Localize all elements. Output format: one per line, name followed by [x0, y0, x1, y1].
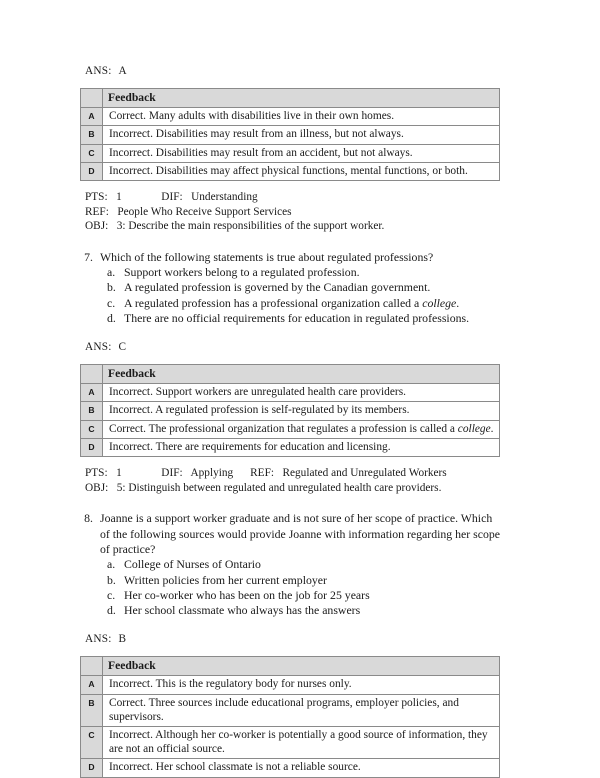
choice-item[interactable] [107, 588, 500, 603]
dif-value: Applying [190, 467, 234, 480]
table-header-row [81, 89, 500, 108]
table-row [81, 162, 500, 180]
q8-answer-line [85, 632, 500, 647]
q7-answer-line [85, 340, 500, 355]
letter-column-header [81, 365, 103, 384]
table-row [81, 759, 500, 777]
choice-letter: d. [107, 310, 116, 325]
pts-label: PTS: [85, 191, 108, 204]
q8-answer-key: ANS: [85, 633, 112, 646]
choice-text: There are no official requirements for education in regulated professions. [124, 310, 470, 325]
table-header-row [81, 365, 500, 384]
q6-metadata [85, 190, 500, 234]
obj-value: 5: Distinguish between regulated and unregulated health care providers. [116, 481, 442, 494]
row-feedback-pre: Correct. The professional organization that regulates a profession is called a [109, 422, 458, 435]
dif-value: Understanding [191, 191, 258, 204]
pts-value: 1 [116, 467, 122, 480]
choice-text: A regulated profession is governed by the Canadian government. [124, 280, 431, 295]
ref-value: Regulated and Unregulated Workers [282, 467, 447, 480]
choice-letter: b. [107, 572, 116, 587]
question-8-stem: Joanne is a support worker graduate and is not sure of her scope of practice. Which of the following sources would provide Joanne with information regarding her scope of practice? [100, 511, 501, 557]
pts-value: 1 [116, 191, 122, 204]
choice-letter: c. [107, 295, 116, 310]
row-letter: B [81, 402, 103, 420]
q6-answer-value: A [118, 65, 127, 77]
question-8-number: 8. [84, 511, 93, 526]
row-letter: A [81, 384, 103, 402]
choice-text: Support workers belong to a regulated profession. [124, 265, 360, 280]
row-feedback-text: Incorrect. Her school classmate is not a reliable source. [103, 759, 500, 777]
q7-obj-row [85, 481, 500, 496]
choice-letter: d. [107, 603, 116, 618]
q7-metadata [85, 466, 500, 495]
choice-text-pre: A regulated profession has a professional organization called a [124, 295, 423, 310]
row-letter: C [81, 727, 103, 759]
question-7-stem: Which of the following statements is true about regulated professions? [100, 249, 434, 264]
choice-letter: b. [107, 280, 116, 295]
choice-item[interactable] [107, 603, 500, 618]
choice-item[interactable] [107, 280, 500, 295]
row-feedback-text: Incorrect. There are requirements for education and licensing. [103, 438, 500, 456]
row-letter: D [81, 438, 103, 456]
choice-text-italic: college [422, 295, 457, 310]
feedback-column-header: Feedback [103, 657, 500, 676]
choice-item[interactable] [107, 573, 500, 588]
q6-ref-row [85, 205, 500, 220]
choice-text: Her co-worker who has been on the job for 25 years [124, 587, 370, 602]
row-feedback-text: Correct. Many adults with disabilities live in their own homes. [103, 108, 500, 126]
row-feedback-post: . [490, 422, 494, 435]
row-letter: C [81, 144, 103, 162]
question-8 [80, 511, 500, 618]
q6-feedback-table [80, 88, 500, 181]
choice-item[interactable] [107, 265, 500, 280]
table-row [81, 402, 500, 420]
row-feedback-text: Incorrect. Disabilities may result from an accident, but not always. [103, 144, 500, 162]
table-row [81, 420, 500, 438]
choice-letter: a. [107, 557, 116, 572]
row-feedback-text: Incorrect. A regulated profession is self-regulated by its members. [103, 402, 500, 420]
dif-label: DIF: [161, 467, 183, 480]
choice-text: College of Nurses of Ontario [124, 557, 261, 572]
q7-feedback-table [80, 364, 500, 457]
question-8-head [80, 511, 500, 557]
choice-item[interactable] [107, 557, 500, 572]
row-feedback-text: Correct. Three sources include educational programs, employer policies, and supervisors. [103, 694, 500, 726]
row-letter: C [81, 420, 103, 438]
feedback-column-header: Feedback [103, 365, 500, 384]
choice-text-post: . [456, 295, 460, 310]
q7-answer-value: C [118, 341, 127, 354]
table-row [81, 727, 500, 759]
row-feedback-italic: college [457, 422, 491, 435]
ref-label: REF: [250, 467, 274, 480]
table-row [81, 108, 500, 126]
q8-answer-value: B [118, 633, 127, 646]
page-content [80, 64, 500, 778]
spacer [80, 326, 500, 340]
table-row [81, 438, 500, 456]
choice-letter: c. [107, 587, 116, 602]
obj-label: OBJ: [85, 481, 109, 494]
row-letter: A [81, 676, 103, 694]
row-feedback-text: Incorrect. Disabilities may affect physical functions, mental functions, or both. [103, 162, 500, 180]
question-7-head [80, 250, 500, 265]
table-row [81, 694, 500, 726]
table-row [81, 144, 500, 162]
letter-column-header [81, 89, 103, 108]
question-7-number: 7. [84, 249, 93, 264]
choice-item[interactable] [107, 311, 500, 326]
feedback-column-header: Feedback [103, 89, 500, 108]
table-header-row [81, 657, 500, 676]
question-7 [80, 250, 500, 326]
q7-answer-key: ANS: [85, 341, 112, 354]
q8-feedback-table [80, 656, 500, 777]
choice-letter: a. [107, 265, 116, 280]
table-row [81, 384, 500, 402]
dif-label: DIF: [161, 191, 183, 204]
row-letter: D [81, 162, 103, 180]
letter-column-header [81, 657, 103, 676]
choice-item[interactable] [107, 296, 500, 311]
row-letter: A [81, 108, 103, 126]
q7-pts-dif-ref-row [85, 466, 500, 481]
question-8-choices [80, 557, 500, 618]
choice-text: Her school classmate who always has the answers [124, 603, 361, 618]
pts-label: PTS: [85, 467, 108, 480]
q6-answer-line [85, 64, 500, 79]
choice-text [124, 296, 500, 311]
row-letter: D [81, 759, 103, 777]
ref-value: People Who Receive Support Services [117, 205, 292, 218]
row-feedback-text: Incorrect. Support workers are unregulated health care providers. [103, 384, 500, 402]
q6-pts-dif-row [85, 190, 500, 205]
row-letter: B [81, 694, 103, 726]
obj-label: OBJ: [85, 220, 109, 233]
table-row [81, 126, 500, 144]
q6-obj-row [85, 219, 500, 234]
q6-answer-key: ANS: [85, 65, 112, 77]
row-feedback-text: Incorrect. Although her co-worker is potentially a good source of information, they are not an official source. [103, 727, 500, 759]
spacer [80, 618, 500, 632]
row-letter: B [81, 126, 103, 144]
table-row [81, 676, 500, 694]
row-feedback-text [103, 420, 500, 438]
row-feedback-text: Incorrect. This is the regulatory body for nurses only. [103, 676, 500, 694]
choice-text: Written policies from her current employer [124, 572, 327, 587]
obj-value: 3: Describe the main responsibilities of the support worker. [116, 220, 385, 233]
question-7-choices [80, 265, 500, 326]
ref-label: REF: [85, 205, 109, 218]
row-feedback-text: Incorrect. Disabilities may result from an illness, but not always. [103, 126, 500, 144]
